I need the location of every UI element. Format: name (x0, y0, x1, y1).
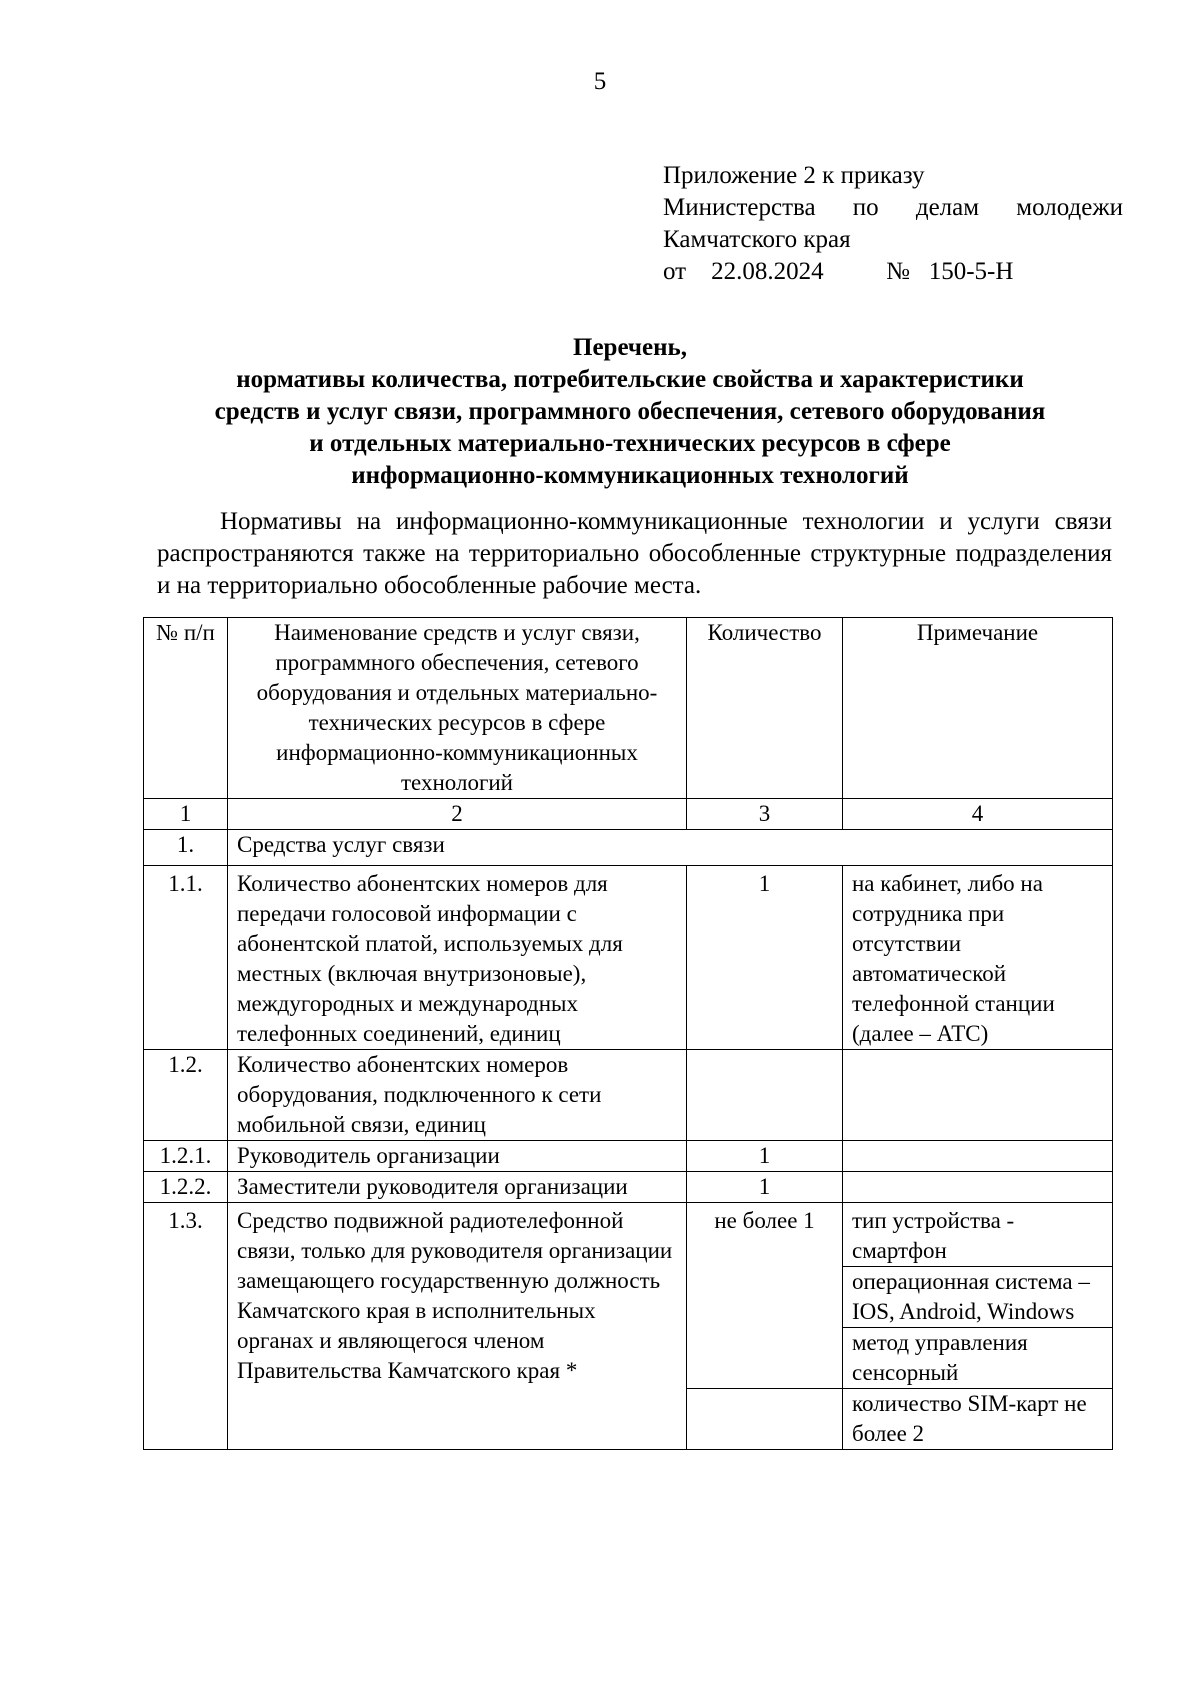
table-row (144, 830, 1113, 866)
row-note: операционная система – IOS, Android, Windows (843, 1267, 1113, 1328)
order-number-label: № (886, 258, 910, 285)
appendix-line-1: Приложение 2 к приказу (663, 162, 925, 189)
row-name: Количество абонентских номеров для передачи голосовой информации с абонентской платой, используемых для местных (включая внутризоновые), междугородных и международных телефонных соединений, единиц (228, 866, 687, 1050)
order-line (663, 256, 1123, 288)
norms-table (143, 617, 1113, 1450)
appendix-block (663, 160, 1123, 288)
column-number-row (144, 799, 1113, 830)
row-note (843, 1050, 1113, 1141)
page-number: 5 (593, 68, 607, 95)
row-num: 1.1. (144, 866, 228, 1050)
order-from-label: от (663, 258, 687, 285)
intro-paragraph: Нормативы на информационно-коммуникационные технологии и услуги связи распространяются также на территориально обособленные структурные подразделения и на территориально обособленные рабочие места. (157, 508, 1112, 599)
row-qty: 1 (687, 1172, 843, 1203)
header-qty: Количество (687, 618, 843, 799)
table-row (144, 1203, 1113, 1267)
title-line-2: нормативы количества, потребительские свойства и характеристики (236, 366, 1024, 393)
table-header-row (144, 618, 1113, 799)
row-qty (687, 1050, 843, 1141)
header-name: Наименование средств и услуг связи, программного обеспечения, сетевого оборудования и отдельных материально-технических ресурсов в сфере информационно-коммуникационных технологий (228, 618, 687, 799)
row-name: Количество абонентских номеров оборудования, подключенного к сети мобильной связи, единиц (228, 1050, 687, 1141)
row-note: количество SIM-карт не более 2 (843, 1389, 1113, 1450)
row-qty-empty (687, 1389, 843, 1450)
row-num: 1.2. (144, 1050, 228, 1141)
row-note (843, 1172, 1113, 1203)
row-num: 1.2.2. (144, 1172, 228, 1203)
table-row (144, 866, 1113, 1050)
table-row (144, 1172, 1113, 1203)
order-date: 22.08.2024 (711, 258, 824, 285)
document-title (140, 332, 1120, 492)
appendix-line-3: Камчатского края (663, 226, 851, 253)
table-row (144, 1141, 1113, 1172)
row-name: Средства услуг связи (228, 830, 1113, 866)
row-qty: 1 (687, 1141, 843, 1172)
title-line-5: информационно-коммуникационных технологий (351, 462, 909, 489)
row-num: 1. (144, 830, 228, 866)
row-num: 1.2.1. (144, 1141, 228, 1172)
col-number-4: 4 (843, 799, 1113, 830)
order-number: 150-5-Н (928, 258, 1014, 285)
row-num: 1.3. (144, 1203, 228, 1450)
row-qty: 1 (687, 866, 843, 1050)
col-number-3: 3 (687, 799, 843, 830)
title-line-3: средств и услуг связи, программного обеспечения, сетевого оборудования (214, 398, 1046, 425)
row-note: тип устройства - смартфон (843, 1203, 1113, 1267)
row-name: Средство подвижной радиотелефонной связи, только для руководителя организации замещающего государственную должность Камчатского края в исполнительных органах и являющегося членом Правительства Камчатского края * (228, 1203, 687, 1450)
col-number-2: 2 (228, 799, 687, 830)
header-note: Примечание (843, 618, 1113, 799)
title-line-4: и отдельных материально-технических ресурсов в сфере (309, 430, 951, 457)
appendix-line-2: Министерства по делам молодежи (663, 194, 1123, 221)
title-line-1: Перечень, (573, 334, 687, 361)
row-note (843, 1141, 1113, 1172)
row-note: на кабинет, либо на сотрудника при отсутствии автоматической телефонной станции (далее – АТС) (843, 866, 1113, 1050)
col-number-1: 1 (144, 799, 228, 830)
row-qty: не более 1 (687, 1203, 843, 1389)
row-note: метод управления сенсорный (843, 1328, 1113, 1389)
table-row (144, 1050, 1113, 1141)
row-name: Руководитель организации (228, 1141, 687, 1172)
header-num: № п/п (144, 618, 228, 799)
row-name: Заместители руководителя организации (228, 1172, 687, 1203)
